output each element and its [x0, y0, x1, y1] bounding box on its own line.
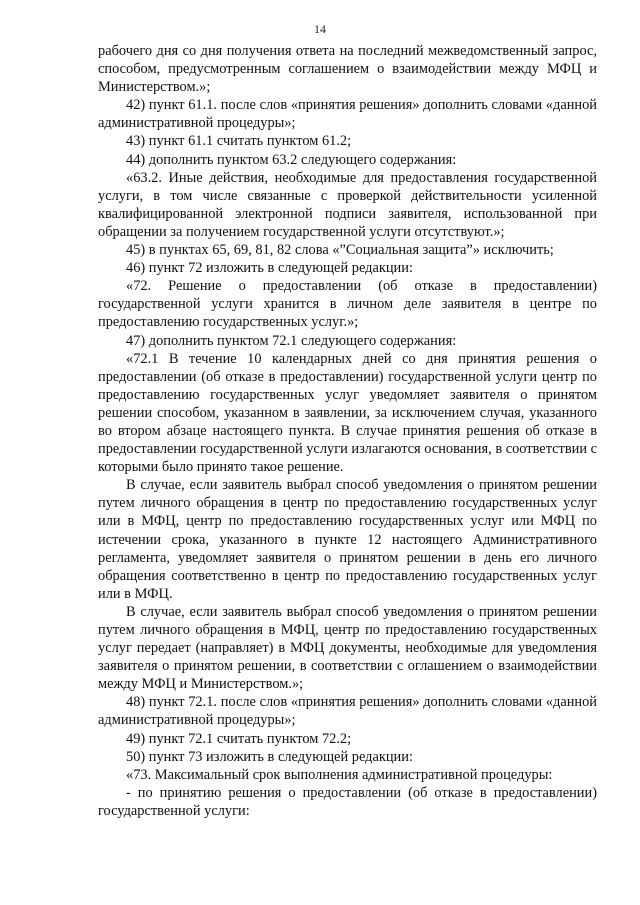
- paragraph: В случае, если заявитель выбрал способ уведомления о принятом решении путем личного обращения в МФЦ, центр по предоставлению государственных услуг передает (направляет) в МФЦ документы, необходимые для уведомления заявителя о принятом решении, в соответствии с оглашением о взаимодействии между МФЦ и Министерством.»;: [98, 603, 597, 693]
- paragraph: В случае, если заявитель выбрал способ уведомления о принятом решении путем личного обращения в центр по предоставлению государственных услуг или в МФЦ, центр по предоставлению государственных услуг или МФЦ по истечении срока, указанного в пункте 12 настоящего Административного регламента, уведомляет заявителя о принятом решении в день его личного обращения соответственно в центр по предоставлению государственных услуг или в МФЦ.: [98, 477, 597, 602]
- paragraph: 49) пункт 72.1 считать пунктом 72.2;: [126, 730, 352, 747]
- paragraph: рабочего дня со дня получения ответа на последний межведомственный запрос, способом, предусмотренным соглашением о взаимодействии между МФЦ и Министерством.»;: [98, 43, 597, 96]
- page-number: 14: [314, 22, 326, 36]
- paragraph: 46) пункт 72 изложить в следующей редакции:: [126, 260, 413, 277]
- paragraph: 47) дополнить пунктом 72.1 следующего содержания:: [126, 332, 457, 349]
- paragraph: - по принятию решения о предоставлении (об отказе в предоставлении) государственной услуги:: [98, 784, 597, 819]
- paragraph: 50) пункт 73 изложить в следующей редакции:: [126, 748, 413, 765]
- paragraph: 48) пункт 72.1. после слов «принятия решения» дополнить словами «данной административной процедуры»;: [98, 694, 597, 729]
- paragraph: 42) пункт 61.1. после слов «принятия решения» дополнить словами «данной административной процедуры»;: [98, 97, 597, 132]
- paragraph: 44) дополнить пунктом 63.2 следующего содержания:: [126, 151, 457, 168]
- paragraph: «72. Решение о предоставлении (об отказе в предоставлении) государственной услуги хранится в личном деле заявителя в центре по предоставлению государственных услуг.»;: [98, 278, 597, 331]
- paragraph: «73. Максимальный срок выполнения административной процедуры:: [126, 766, 553, 783]
- paragraph: «63.2. Иные действия, необходимые для предоставления государственной услуги, в том числе связанные с проверкой действительности усиленной квалифицированной электронной подписи заявителя, использованной при обращении за получением государственной услуги отсутствуют.»;: [98, 169, 597, 240]
- paragraph: 43) пункт 61.1 считать пунктом 61.2;: [126, 133, 352, 150]
- document-body: [98, 42, 597, 820]
- paragraph: «72.1 В течение 10 календарных дней со дня принятия решения о предоставлении (об отказе в предоставлении) государственной услуги центр по предоставлению государственных услуг уведомляет заявителя о принятом решении способом, указанном в заявлении, за исключением случая, указанного во втором абзаце настоящего пункта. В случае принятия решения об отказе в предоставлении государственной услуги излагаются основания, в соответствии с которыми было принято такое решение.: [98, 350, 598, 476]
- paragraph: 45) в пунктах 65, 69, 81, 82 слова «”Социальная защита”» исключить;: [126, 242, 554, 259]
